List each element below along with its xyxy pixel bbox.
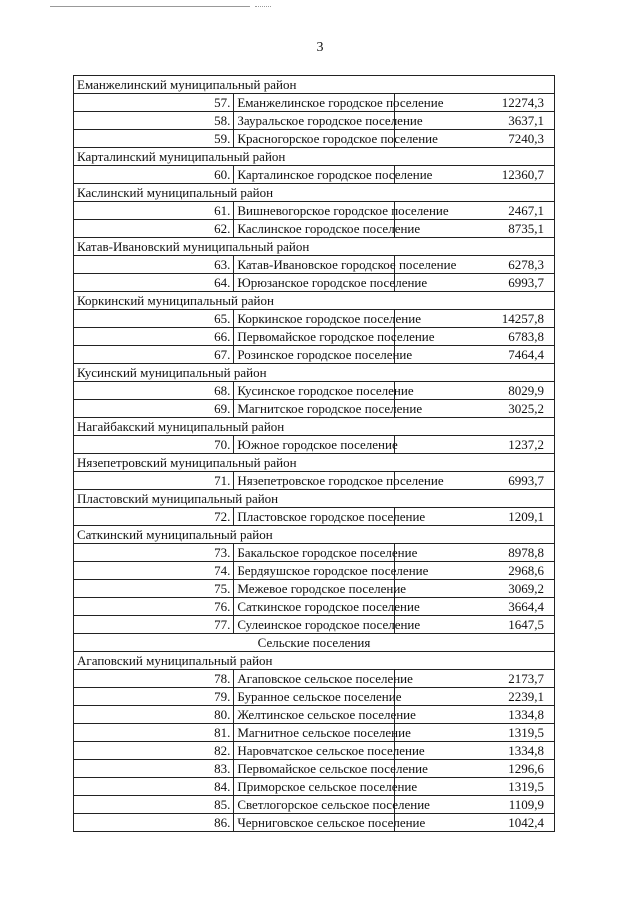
district-name: Кусинский муниципальный район <box>74 364 555 382</box>
settlement-name: Каслинское городское поселение <box>234 220 394 238</box>
settlement-value: 7240,3 <box>394 130 554 148</box>
settlement-name: Светлогорское сельское поселение <box>234 796 394 814</box>
section-row <box>74 634 555 652</box>
table-row <box>74 202 555 220</box>
header-rule <box>50 6 250 7</box>
row-number: 75. <box>74 580 234 598</box>
table-row <box>74 580 555 598</box>
row-number: 59. <box>74 130 234 148</box>
row-number: 64. <box>74 274 234 292</box>
settlement-name: Пластовское городское поселение <box>234 508 394 526</box>
settlement-value: 6993,7 <box>394 472 554 490</box>
settlement-name: Вишневогорское городское поселение <box>234 202 394 220</box>
settlement-name: Юрюзанское городское поселение <box>234 274 394 292</box>
settlement-name: Катав-Ивановское городское поселение <box>234 256 394 274</box>
settlement-name: Бакальское городское поселение <box>234 544 394 562</box>
district-name: Пластовский муниципальный район <box>74 490 555 508</box>
page-number: 3 <box>316 40 324 55</box>
settlement-name: Желтинское сельское поселение <box>234 706 394 724</box>
district-row <box>74 490 555 508</box>
settlement-value: 3637,1 <box>394 112 554 130</box>
row-number: 71. <box>74 472 234 490</box>
settlement-value: 2173,7 <box>394 670 554 688</box>
district-name: Агаповский муниципальный район <box>74 652 555 670</box>
settlement-value: 3025,2 <box>394 400 554 418</box>
table-row <box>74 166 555 184</box>
table-row <box>74 706 555 724</box>
settlement-name: Магнитское городское поселение <box>234 400 394 418</box>
table-row <box>74 112 555 130</box>
settlement-name: Сулеинское городское поселение <box>234 616 394 634</box>
table-row <box>74 778 555 796</box>
district-row <box>74 526 555 544</box>
table-row <box>74 256 555 274</box>
row-number: 69. <box>74 400 234 418</box>
settlement-name: Межевое городское поселение <box>234 580 394 598</box>
row-number: 85. <box>74 796 234 814</box>
district-row <box>74 184 555 202</box>
table-row <box>74 94 555 112</box>
table-row <box>74 562 555 580</box>
row-number: 82. <box>74 742 234 760</box>
row-number: 74. <box>74 562 234 580</box>
row-number: 62. <box>74 220 234 238</box>
row-number: 72. <box>74 508 234 526</box>
row-number: 65. <box>74 310 234 328</box>
district-name: Нагайбакский муниципальный район <box>74 418 555 436</box>
district-name: Саткинский муниципальный район <box>74 526 555 544</box>
settlement-name: Коркинское городское поселение <box>234 310 394 328</box>
table-row <box>74 382 555 400</box>
row-number: 68. <box>74 382 234 400</box>
settlement-value: 14257,8 <box>394 310 554 328</box>
settlement-name: Кусинское городское поселение <box>234 382 394 400</box>
settlement-name: Красногорское городское поселение <box>234 130 394 148</box>
table-row <box>74 508 555 526</box>
table-row <box>74 670 555 688</box>
settlement-name: Приморское сельское поселение <box>234 778 394 796</box>
district-row <box>74 238 555 256</box>
settlement-value: 8978,8 <box>394 544 554 562</box>
district-name: Карталинский муниципальный район <box>74 148 555 166</box>
settlement-value: 12274,3 <box>394 94 554 112</box>
row-number: 84. <box>74 778 234 796</box>
table-row <box>74 724 555 742</box>
table-row <box>74 742 555 760</box>
row-number: 78. <box>74 670 234 688</box>
table-row <box>74 130 555 148</box>
settlement-value: 12360,7 <box>394 166 554 184</box>
row-number: 83. <box>74 760 234 778</box>
district-name: Катав-Ивановский муниципальный район <box>74 238 555 256</box>
district-row <box>74 652 555 670</box>
settlement-name: Наровчатское сельское поселение <box>234 742 394 760</box>
district-name: Каслинский муниципальный район <box>74 184 555 202</box>
row-number: 70. <box>74 436 234 454</box>
table-body <box>74 76 555 832</box>
settlement-name: Карталинское городское поселение <box>234 166 394 184</box>
table-row <box>74 436 555 454</box>
district-row <box>74 418 555 436</box>
settlement-value: 1334,8 <box>394 742 554 760</box>
row-number: 67. <box>74 346 234 364</box>
settlement-value: 3069,2 <box>394 580 554 598</box>
settlement-value: 6783,8 <box>394 328 554 346</box>
settlement-name: Агаповское сельское поселение <box>234 670 394 688</box>
row-number: 57. <box>74 94 234 112</box>
row-number: 77. <box>74 616 234 634</box>
settlement-name: Бердяушское городское поселение <box>234 562 394 580</box>
table-row <box>74 814 555 832</box>
row-number: 81. <box>74 724 234 742</box>
table-row <box>74 310 555 328</box>
settlement-name: Нязепетровское городское поселение <box>234 472 394 490</box>
settlement-name: Розинское городское поселение <box>234 346 394 364</box>
row-number: 73. <box>74 544 234 562</box>
settlement-name: Еманжелинское городское поселение <box>234 94 394 112</box>
row-number: 63. <box>74 256 234 274</box>
table-row <box>74 274 555 292</box>
district-row <box>74 292 555 310</box>
settlement-value: 1237,2 <box>394 436 554 454</box>
district-name: Нязепетровский муниципальный район <box>74 454 555 472</box>
settlement-value: 3664,4 <box>394 598 554 616</box>
row-number: 61. <box>74 202 234 220</box>
table-row <box>74 616 555 634</box>
settlement-value: 8029,9 <box>394 382 554 400</box>
settlement-value: 1042,4 <box>394 814 554 832</box>
settlements-table <box>73 75 555 832</box>
settlement-name: Буранное сельское поселение <box>234 688 394 706</box>
table-row <box>74 544 555 562</box>
settlement-name: Черниговское сельское поселение <box>234 814 394 832</box>
district-name: Еманжелинский муниципальный район <box>74 76 555 94</box>
settlement-name: Саткинское городское поселение <box>234 598 394 616</box>
table-row <box>74 346 555 364</box>
settlement-value: 1334,8 <box>394 706 554 724</box>
table-row <box>74 220 555 238</box>
table-row <box>74 472 555 490</box>
table-row <box>74 760 555 778</box>
row-number: 66. <box>74 328 234 346</box>
row-number: 76. <box>74 598 234 616</box>
settlement-value: 1319,5 <box>394 724 554 742</box>
district-row <box>74 148 555 166</box>
settlement-name: Зауральское городское поселение <box>234 112 394 130</box>
row-number: 60. <box>74 166 234 184</box>
settlement-name: Южное городское поселение <box>234 436 394 454</box>
settlement-value: 1647,5 <box>394 616 554 634</box>
settlement-value: 2239,1 <box>394 688 554 706</box>
district-name: Коркинский муниципальный район <box>74 292 555 310</box>
section-title: Сельские поселения <box>74 634 555 652</box>
settlement-value: 1296,6 <box>394 760 554 778</box>
settlement-value: 2968,6 <box>394 562 554 580</box>
settlement-value: 6993,7 <box>394 274 554 292</box>
row-number: 80. <box>74 706 234 724</box>
settlement-value: 6278,3 <box>394 256 554 274</box>
row-number: 58. <box>74 112 234 130</box>
table-row <box>74 688 555 706</box>
row-number: 79. <box>74 688 234 706</box>
settlement-value: 1209,1 <box>394 508 554 526</box>
district-row <box>74 364 555 382</box>
settlement-value: 8735,1 <box>394 220 554 238</box>
table-row <box>74 598 555 616</box>
settlement-value: 7464,4 <box>394 346 554 364</box>
settlement-value: 1109,9 <box>394 796 554 814</box>
row-number: 86. <box>74 814 234 832</box>
table-row <box>74 328 555 346</box>
settlement-name: Магнитное сельское поселение <box>234 724 394 742</box>
table-row <box>74 400 555 418</box>
settlement-value: 2467,1 <box>394 202 554 220</box>
table-row <box>74 796 555 814</box>
district-row <box>74 76 555 94</box>
settlement-name: Первомайское городское поселение <box>234 328 394 346</box>
settlement-value: 1319,5 <box>394 778 554 796</box>
district-row <box>74 454 555 472</box>
settlement-name: Первомайское сельское поселение <box>234 760 394 778</box>
header-rule-dots <box>255 6 271 7</box>
